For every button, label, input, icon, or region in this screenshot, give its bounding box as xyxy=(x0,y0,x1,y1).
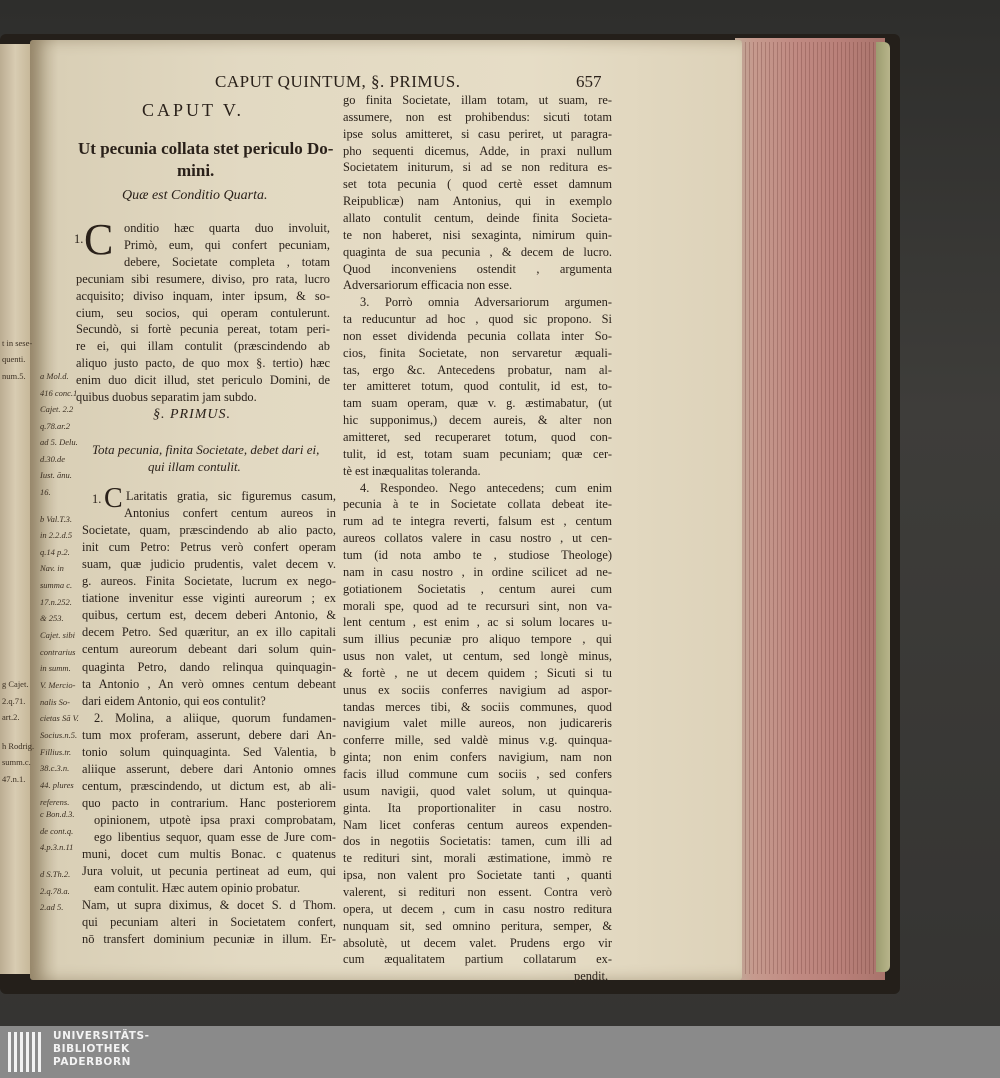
section-heading: §. PRIMUS. xyxy=(153,407,232,422)
text-line: suam, quæ judicio prudentis, valet decem v. xyxy=(82,557,336,572)
text-line: 2. Molina, a aliique, quorum fundamen- xyxy=(94,710,336,725)
margin-note: 2.ad 5. xyxy=(40,902,64,912)
text-line: init cum Petro: Petrus verò confert operam xyxy=(82,540,336,555)
margin-note: V. Mercio- xyxy=(40,680,76,690)
text-line: ipsa, non valent pro Societate tanti , quanti xyxy=(343,868,612,883)
margin-note: 38.c.3.n. xyxy=(40,763,70,773)
text-line: assumere, non est prohibendus: sicuti totam xyxy=(343,109,612,124)
text-line: Quod inconveniens ostendit , argumenta xyxy=(343,261,612,276)
text-line: Reipublicæ) nam Antonius, qui in exemplo xyxy=(343,194,612,209)
margin-note: 416 conc.1 xyxy=(40,388,78,398)
margin-note: Cajet. 2.2 xyxy=(40,404,74,414)
text-line: lent centum , est enim , ac si solum locares u- xyxy=(343,615,612,630)
text-line: qui pecuniam alteri in Societatem confert, xyxy=(82,915,336,930)
text-line: tonio solum quinquaginta. Sed Valentia, b xyxy=(82,744,336,759)
text-line: non esset dividenda pecunia collata inter So- xyxy=(343,328,612,343)
margin-note: c Bon.d.3. xyxy=(40,809,75,819)
text-line: aureos collatos valere in casu nostro , ut cen- xyxy=(343,531,612,546)
text-line: cium, seu socios, qui operam contulerunt. xyxy=(76,305,330,320)
chapter-title-line: mini. xyxy=(177,161,215,180)
text-line: dari eidem Antonio, qui eos contulit? xyxy=(82,693,266,708)
margin-note: contrarius xyxy=(40,647,76,657)
page-block-lines xyxy=(737,42,877,974)
text-line: Adversariorum efficacia non esse. xyxy=(343,278,513,293)
page-number: 657 xyxy=(576,72,602,91)
margin-note: in 2.2.d.5 xyxy=(40,530,73,540)
text-line: g. aureos. Finita Societate, lucrum ex nego- xyxy=(82,574,336,589)
facing-margin-note: h Rodrig. xyxy=(2,741,35,751)
text-line: tiatione invenitur esse viginti aureorum ; ex xyxy=(82,591,336,606)
library-name-line: PADERBORN xyxy=(53,1056,132,1068)
text-line: ginta. Ita proportionaliter in casu nostro. xyxy=(343,800,612,815)
chapter-title-line: Ut pecunia collata stet periculo Do- xyxy=(78,139,334,158)
margin-note: cietas Sā V. xyxy=(40,713,79,723)
margin-note: referens. xyxy=(40,797,70,807)
facing-margin-note: t in sese- xyxy=(2,338,33,348)
text-line: Societate, quam, præscindendo ab alio pacto, xyxy=(82,523,336,538)
text-line: amitteret, sed recuperaret totum, quod con- xyxy=(343,430,612,444)
text-line: decem Petro. Sed quæritur, an ex illo capitali xyxy=(82,625,336,640)
text-line: ginta; non enim confers navigium, nam non xyxy=(343,750,612,765)
chapter-heading: CAPUT V. xyxy=(142,100,245,120)
text-line: te non haberet, nisi sexaginta, nimirum quin- xyxy=(343,227,612,242)
margin-note: 44. plures xyxy=(40,780,74,790)
margin-note: Iust. ānu. xyxy=(40,470,72,480)
text-line: absolutè, ut decem valet. Prudens ergo vir xyxy=(343,935,612,950)
text-line: eam contulit. Hæc autem opinio probatur. xyxy=(94,881,301,896)
margin-note: Nav. in xyxy=(40,563,64,573)
text-line: pecunia à te in Societate collata debeat ite- xyxy=(343,497,612,512)
margin-note: 2.q.78.a. xyxy=(40,886,70,896)
text-line: tulit, id est, totam suam pecuniam; quæ cer- xyxy=(343,446,612,461)
text-line: Societatem initurum, si ad se non reditura es- xyxy=(343,160,612,175)
margin-note: 4.p.3.n.11 xyxy=(40,842,74,852)
text-line: usus non valet, ut centum, sed longè minus, xyxy=(343,649,612,664)
text-line: muni, docet cum multis Bonac. c quatenus xyxy=(82,847,336,862)
text-line: cum æqualitatem partium collatarum ex- xyxy=(343,952,612,967)
text-line: re ei, qui illam contulit (præscindendo ab xyxy=(76,339,330,354)
margin-note: de cont.q. xyxy=(40,826,74,836)
text-line: acquisito; diviso inquam, inter ipsum, & so- xyxy=(76,288,330,303)
text-line: 3. Porrò omnia Adversariorum argumen- xyxy=(360,295,612,310)
margin-note: q.14 p.2. xyxy=(40,547,70,557)
margin-note: ad 5. Delu. xyxy=(40,437,78,447)
text-line: quaginta de sua pecunia , & decem de lucro. xyxy=(343,244,612,259)
margin-note: d.30.de xyxy=(40,454,66,464)
text-line: tè est inæqualitas toleranda. xyxy=(343,463,481,478)
text-line: nō transfert dominium pecuniæ in illum. Er- xyxy=(82,932,336,947)
margin-note: & 253. xyxy=(40,613,64,623)
facing-margin-note: 47.n.1. xyxy=(2,774,26,784)
facing-margin-note: summ.c. xyxy=(2,757,31,767)
chapter-subtitle: Quæ est Conditio Quarta. xyxy=(122,188,268,203)
text-line: Antonius confert centum aureos in xyxy=(124,506,336,521)
paragraph-number: 1. xyxy=(74,232,84,246)
drop-capital: C xyxy=(104,483,123,514)
facing-margin-note: 2.q.71. xyxy=(2,696,26,706)
text-line: facis illud commune cum sociis , sed confers xyxy=(343,767,612,781)
text-line: valerent, si redituri non essent. Contra verò xyxy=(343,884,612,899)
text-line: set tota pecunia ( quod certè esset damnum xyxy=(343,177,612,192)
text-line: tas, ergo &c. Antecedens probatur, nam al- xyxy=(343,362,612,377)
text-line: ta reducuntur ad hoc , quod sic propono. Si xyxy=(343,312,612,327)
margin-note: Cajet. sibi xyxy=(40,630,75,640)
text-line: ter amitteret totum, quod contulit, id est, to- xyxy=(343,379,612,394)
text-line: Primò, eum, qui confert pecuniam, xyxy=(124,237,330,252)
text-line: sum illius pecuniæ pro aliquo tempore , qui xyxy=(343,632,612,647)
text-line: opinionem, utpotè ipsa praxi comprobatam, xyxy=(94,812,336,827)
text-line: tandas merces tibi, & sociis communes, quod xyxy=(343,699,612,714)
text-line: go finita Societate, illam totam, ut suam, re- xyxy=(343,93,612,107)
summary-line: Tota pecunia, finita Societate, debet dari ei, xyxy=(92,442,320,457)
margin-note: 16. xyxy=(40,487,51,497)
text-line: quaginta Petro, dando relinqua quinquagin- xyxy=(82,659,336,674)
text-line: usum navigii, quod valet solum, ut quinqua- xyxy=(343,783,612,798)
text-line: pho sequenti dicemus, Adde, in praxi nullum xyxy=(343,143,612,158)
text-line: tum mox proferam, asserunt, debere dari An- xyxy=(82,727,336,742)
text-line: onditio hæc quarta duo involuit, xyxy=(124,221,330,235)
text-line: Secundò, si fortè pecunia pereat, totam peri- xyxy=(76,322,330,337)
text-line: pecuniam sibi resumere, diviso, pro rata, lucro xyxy=(76,271,330,286)
text-line: conferre mille, sed valdè minus v.g. quinqua- xyxy=(343,733,612,748)
library-footer-bar xyxy=(0,1026,1000,1078)
text-line: opera, ut decem , cum in casu nostro reditura xyxy=(343,901,612,916)
library-logo-icon xyxy=(8,1032,44,1072)
library-name-line: BIBLIOTHEK xyxy=(53,1043,130,1055)
margin-note: Socius.n.5. xyxy=(40,730,78,740)
text-line: unus ex sociis conferres navigium ad aspor- xyxy=(343,682,612,697)
text-line: ipse solus amitteret, si casu periret, ut paragra- xyxy=(343,126,612,141)
book-cover-edge xyxy=(876,42,890,972)
text-line: 4. Respondeo. Nego antecedens; cum enim xyxy=(360,480,612,495)
facing-margin-note: art.2. xyxy=(2,712,20,722)
text-line: te redituri sint, morali æstimatione, immò re xyxy=(343,851,612,866)
text-line: dos in negotiis Societatis: tamen, cum illi ad xyxy=(343,834,612,849)
text-line: nam in casu nostro , in ordine scilicet ad ne- xyxy=(343,564,612,579)
margin-note: b Val.T.3. xyxy=(40,514,72,524)
text-line: nunquam sit, sed omnino peritura, semper, & xyxy=(343,918,612,933)
text-line: hic supponimus,) decem aureis, & alter non xyxy=(343,413,612,428)
text-line: centum, præscindendo, ut dictum est, ab ali- xyxy=(82,778,336,793)
facing-page-edge xyxy=(0,44,35,974)
text-line: rum ad te integra reverti, falsum est , centum xyxy=(343,514,612,529)
margin-note: 17.n.252. xyxy=(40,597,72,607)
text-line: navigium valet mille aureos, non judicareris xyxy=(343,716,612,731)
text-line: cios, finita Societate, non servaretur æquali- xyxy=(343,345,612,360)
text-line: centum aureorum debeant dari solum quin- xyxy=(82,642,336,657)
facing-margin-note: num.5. xyxy=(2,371,26,381)
text-line: debere, Societate completa , totam xyxy=(124,254,330,269)
text-line: Nam licet conferas centum aureos expenden- xyxy=(343,817,612,832)
text-line: Nam, ut supra diximus, & docet S. d Thom. xyxy=(82,898,336,913)
text-line: Jura voluit, ut pecunia pertineat ad eum, qui xyxy=(82,864,336,879)
text-line: Laritatis gratia, sic figuremus casum, xyxy=(126,489,336,503)
facing-margin-note: g Cajet. xyxy=(2,679,29,689)
margin-note: q.78.ar.2 xyxy=(40,421,70,431)
margin-note: d S.Th.2. xyxy=(40,869,71,879)
text-line: ta Antonio , An verò omnes centum debeant xyxy=(82,676,336,691)
text-line: ego libentius sequor, quam esse de Jure com- xyxy=(94,830,336,844)
margin-note: summa c. xyxy=(40,580,73,590)
text-line: pendit, xyxy=(574,969,609,984)
text-line: quo pacto in contrarium. Hanc posteriorem xyxy=(82,795,336,810)
running-title: CAPUT QUINTUM, §. PRIMUS. xyxy=(215,72,461,91)
text-line: tum (id nota ambo te , studiose Theologe) xyxy=(343,547,612,562)
text-line: enim duo dicit illud, stet periculo Domini, de xyxy=(76,373,330,388)
text-line: quibus, certum est, decem deberi Antonio, & xyxy=(82,608,336,623)
text-line: tam suam operam, quæ v. g. æstimabatur, (ut xyxy=(343,396,612,411)
margin-note: in summ. xyxy=(40,663,71,673)
text-line: morali spe, quod ad te recursuri sint, non va- xyxy=(343,598,612,613)
paragraph-number: 1. xyxy=(92,492,102,506)
text-line: gotiationem Societatis , centum aurei cum xyxy=(343,581,612,596)
text-line: & fortè , ne ut decem quidem ; Sicuti si tu xyxy=(343,665,612,680)
text-line: aliique asserunt, debere dari Antonio omnes xyxy=(82,761,336,776)
text-line: aliquo justo pacto, de quo mox §. tertio) hæc xyxy=(76,356,330,371)
margin-note: nalis So- xyxy=(40,697,70,707)
margin-note: a Mol.d. xyxy=(40,371,69,381)
library-name-line: UNIVERSITÄTS- xyxy=(53,1030,150,1042)
facing-margin-note: quenti. xyxy=(2,354,26,364)
text-line: quibus duobus separatim jam subdo. xyxy=(76,390,257,404)
margin-note: Fillius.tr. xyxy=(40,747,72,757)
summary-line: qui illam contulit. xyxy=(148,459,241,474)
drop-capital: C xyxy=(84,215,114,264)
text-line: allato contulit centum, deinde finita Societa- xyxy=(343,210,612,225)
